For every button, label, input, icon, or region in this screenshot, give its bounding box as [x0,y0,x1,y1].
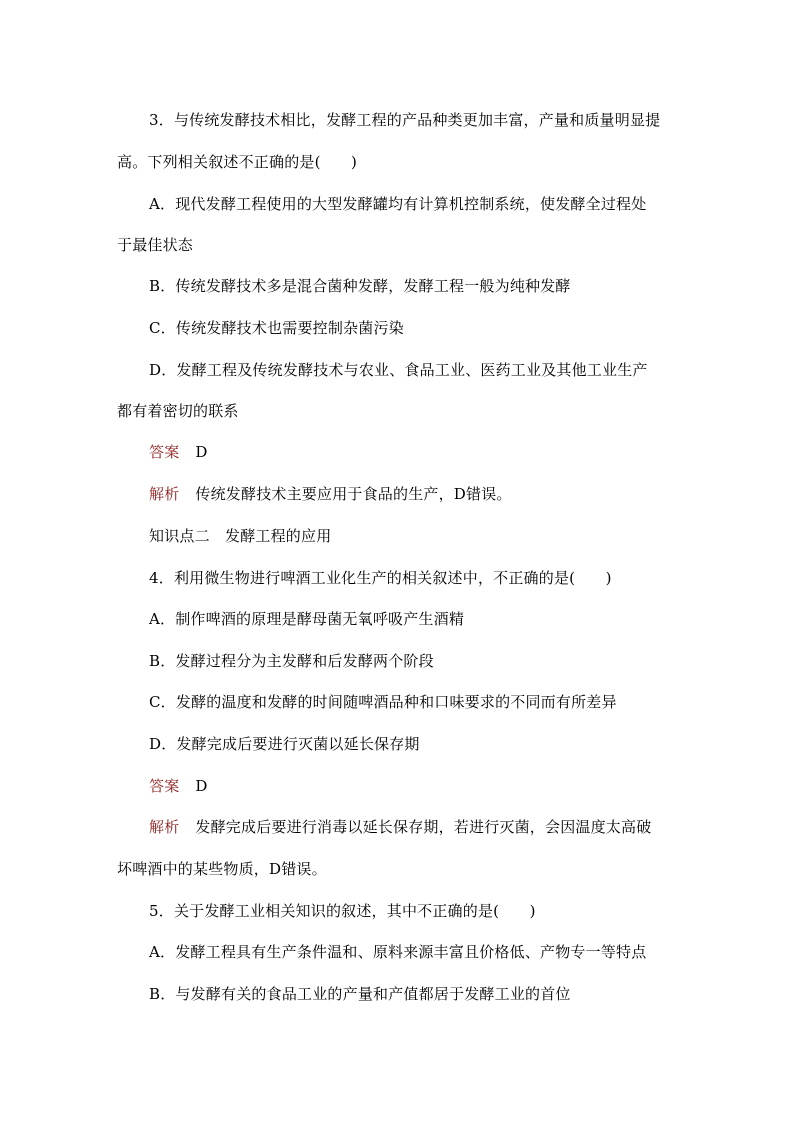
q3-option-c: C．传统发酵技术也需要控制杂菌污染 [149,319,404,337]
q4-analysis-line-1 [149,817,651,837]
q5-option-b: B．与发酵有关的食品工业的产量和产值都居于发酵工业的首位 [149,985,571,1003]
q3-answer [149,442,208,462]
q4-option-b: B．发酵过程分为主发酵和后发酵两个阶段 [149,652,434,670]
q3-stem-line-2: 高。下列相关叙述不正确的是( ) [117,153,358,171]
answer-label: 答案 [149,443,180,461]
answer-value: D [195,777,208,795]
q5-stem: 5．关于发酵工业相关知识的叙述，其中不正确的是( ) [149,902,536,920]
q4-option-d: D．发酵完成后要进行灭菌以延长保存期 [149,735,420,753]
answer-label: 答案 [149,777,180,795]
analysis-text: 发酵完成后要进行消毒以延长保存期，若进行灭菌，会因温度太高破 [195,818,652,836]
q4-option-c: C．发酵的温度和发酵的时间随啤酒品种和口味要求的不同而有所差异 [149,693,617,711]
q4-stem: 4．利用微生物进行啤酒工业化生产的相关叙述中，不正确的是( ) [149,569,612,587]
q4-analysis-line-2: 坏啤酒中的某些物质，D错误。 [117,860,327,878]
answer-value: D [195,443,208,461]
q3-option-d-line-1: D．发酵工程及传统发酵技术与农业、食品工业、医药工业及其他工业生产 [149,361,648,379]
q4-answer [149,776,208,796]
q3-stem-line-1: 3．与传统发酵技术相比，发酵工程的产品种类更加丰富，产量和质量明显提 [149,111,661,129]
analysis-label: 解析 [149,818,180,836]
analysis-label: 解析 [149,485,180,503]
q3-option-a-line-2: 于最佳状态 [117,236,194,254]
q4-option-a: A．制作啤酒的原理是酵母菌无氧呼吸产生酒精 [149,610,465,628]
q3-option-b: B．传统发酵技术多是混合菌种发酵，发酵工程一般为纯种发酵 [149,277,571,295]
q3-analysis [149,484,512,504]
analysis-text: 传统发酵技术主要应用于食品的生产，D错误。 [195,485,512,503]
q5-option-a: A．发酵工程具有生产条件温和、原料来源丰富且价格低、产物专一等特点 [149,943,647,961]
section-title: 知识点二 发酵工程的应用 [149,527,332,545]
q3-option-a-line-1: A．现代发酵工程使用的大型发酵罐均有计算机控制系统，使发酵全过程处 [149,195,647,213]
q3-option-d-line-2: 都有着密切的联系 [117,402,239,420]
